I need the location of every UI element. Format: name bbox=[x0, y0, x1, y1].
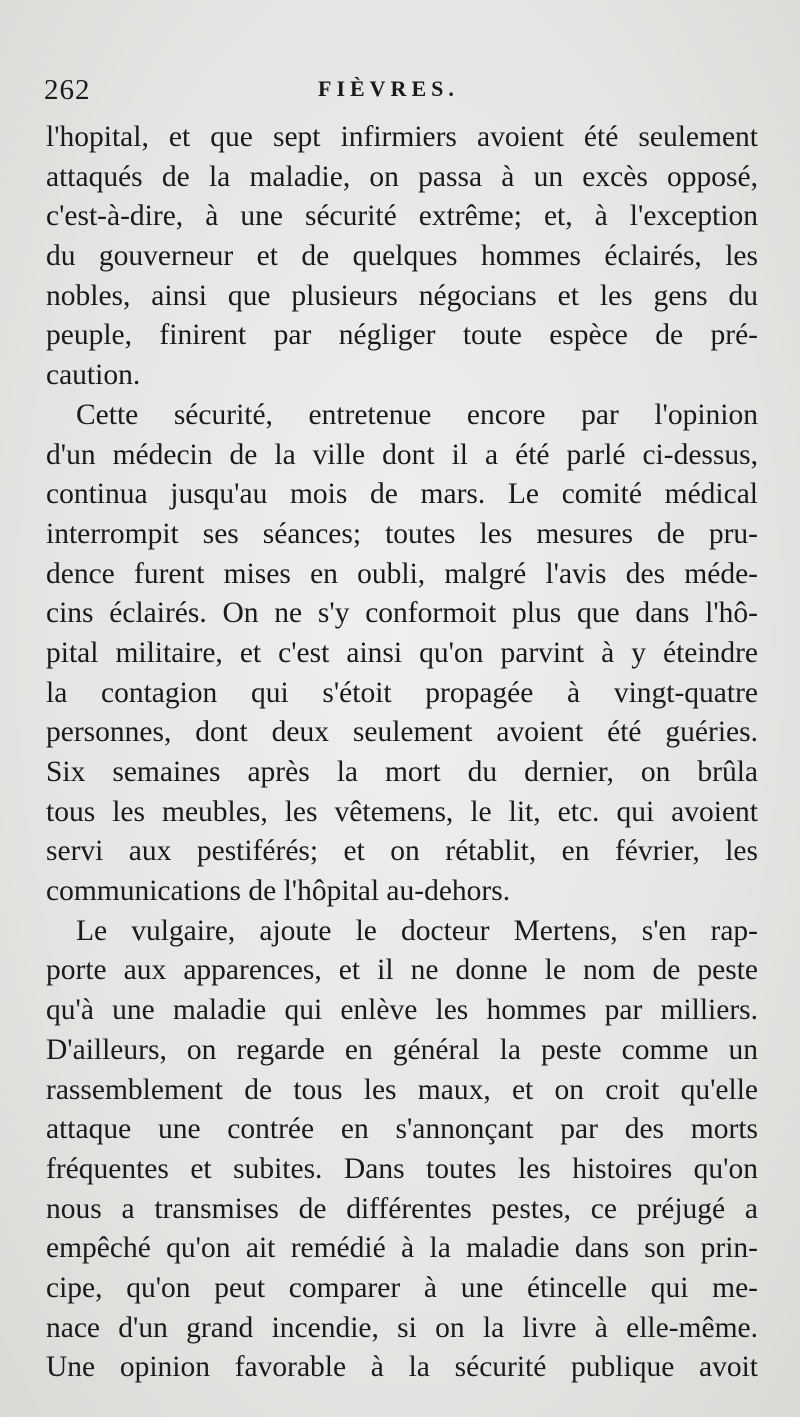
text-line: l'hopital, et que sept infirmiers avoient été seulement bbox=[46, 121, 758, 153]
text-line: pital militaire, et c'est ainsi qu'on parvint à y éteindre bbox=[46, 636, 758, 669]
body-text bbox=[46, 118, 758, 1388]
page-header bbox=[0, 70, 800, 110]
text-line: Cette sécurité, entretenue encore par l'opinion bbox=[76, 398, 758, 431]
text-line: tous les meubles, les vêtemens, le lit, etc. qui avoient bbox=[46, 795, 758, 828]
text-line: personnes, dont deux seulement avoient été guéries. bbox=[46, 716, 758, 749]
text-line: c'est-à-dire, à une sécurité extrême; et, à l'exception bbox=[46, 200, 758, 233]
text-line: dence furent mises en oubli, malgré l'avis des méde- bbox=[46, 557, 758, 590]
text-line: interrompit ses séances; toutes les mesures de pru- bbox=[46, 517, 758, 550]
text-line: attaqués de la maladie, on passa à un excès opposé, bbox=[46, 160, 758, 193]
text-line: qu'à une maladie qui enlève les hommes par milliers. bbox=[46, 994, 758, 1027]
text-line: du gouverneur et de quelques hommes éclairés, les bbox=[46, 240, 758, 273]
page-number: 262 bbox=[44, 74, 91, 106]
text-line: D'ailleurs, on regarde en général la peste comme un bbox=[46, 1033, 758, 1066]
text-line: la contagion qui s'étoit propagée à vingt-quatre bbox=[46, 676, 758, 709]
text-line: nobles, ainsi que plusieurs négocians et les gens du bbox=[46, 279, 758, 312]
text-line: rassemblement de tous les maux, et on croit qu'elle bbox=[46, 1073, 758, 1106]
text-line: Le vulgaire, ajoute le docteur Mertens, s'en rap- bbox=[76, 914, 758, 947]
text-line: fréquentes et subites. Dans toutes les histoires qu'on bbox=[46, 1152, 758, 1185]
text-line: Six semaines après la mort du dernier, on brûla bbox=[46, 756, 758, 788]
text-line: communications de l'hôpital au-dehors. bbox=[46, 875, 511, 908]
text-line: cipe, qu'on peut comparer à une étincelle qui me- bbox=[46, 1271, 758, 1304]
text-line: cins éclairés. On ne s'y conformoit plus que dans l'hô- bbox=[46, 597, 758, 630]
text-line: Une opinion favorable à la sécurité publique avoit bbox=[46, 1351, 758, 1384]
text-line: caution. bbox=[46, 359, 141, 392]
text-line: continua jusqu'au mois de mars. Le comité médical bbox=[46, 478, 758, 511]
running-head: FIÈVRES. bbox=[318, 76, 459, 101]
text-line: nous a transmises de différentes pestes, ce préjugé a bbox=[46, 1192, 758, 1225]
text-line: empêché qu'on ait remédié à la maladie dans son prin- bbox=[46, 1232, 758, 1265]
text-line: d'un médecin de la ville dont il a été parlé ci-dessus, bbox=[46, 438, 758, 471]
text-line: servi aux pestiférés; et on rétablit, en février, les bbox=[46, 835, 758, 868]
text-line: attaque une contrée en s'annonçant par des morts bbox=[46, 1113, 758, 1146]
text-line: peuple, finirent par négliger toute espèce de pré- bbox=[46, 319, 758, 352]
text-line: nace d'un grand incendie, si on la livre à elle-même. bbox=[46, 1311, 758, 1344]
text-line: porte aux apparences, et il ne donne le nom de peste bbox=[46, 954, 758, 987]
